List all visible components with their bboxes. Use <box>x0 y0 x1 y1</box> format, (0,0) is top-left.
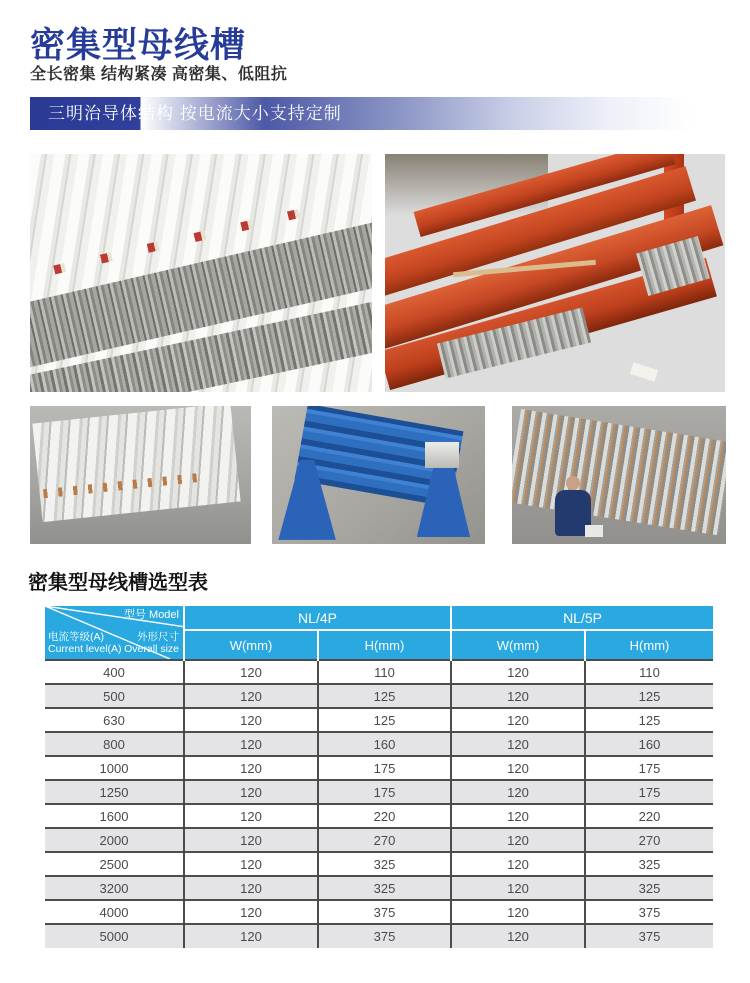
table-cell: 125 <box>318 708 451 732</box>
silver-connector-plate <box>293 436 327 462</box>
column-group-nl4p: NL/4P <box>184 606 451 630</box>
table-cell: 375 <box>318 924 451 948</box>
table-row <box>45 732 713 756</box>
table-row <box>45 708 713 732</box>
table-cell: 120 <box>451 780 585 804</box>
table-row <box>45 900 713 924</box>
section-title: 密集型母线槽选型表 <box>28 572 208 594</box>
table-cell: 120 <box>184 828 318 852</box>
corner-label-current-en: Current level(A) <box>48 643 122 656</box>
table-cell: 800 <box>45 732 184 756</box>
table-cell: 120 <box>184 732 318 756</box>
table-cell: 270 <box>318 828 451 852</box>
table-cell: 120 <box>451 804 585 828</box>
table-cell: 120 <box>451 924 585 948</box>
table-cell: 120 <box>451 732 585 756</box>
spec-table <box>45 606 713 948</box>
table-cell: 120 <box>451 828 585 852</box>
table-cell: 160 <box>318 732 451 756</box>
table-cell: 175 <box>318 780 451 804</box>
table-cell: 120 <box>451 756 585 780</box>
table-cell: 1000 <box>45 756 184 780</box>
table-row <box>45 876 713 900</box>
table-cell: 270 <box>585 828 713 852</box>
corner-label-size <box>124 631 179 656</box>
table-cell: 110 <box>585 660 713 684</box>
page-title: 密集型母线槽 <box>30 26 247 65</box>
table-cell: 120 <box>184 780 318 804</box>
table-cell: 1250 <box>45 780 184 804</box>
table-cell: 175 <box>585 780 713 804</box>
table-row <box>45 660 713 684</box>
table-cell: 160 <box>585 732 713 756</box>
table-cell: 325 <box>318 876 451 900</box>
worker-head <box>566 476 580 490</box>
corner-label-model: 型号 Model <box>123 609 179 621</box>
table-cell: 5000 <box>45 924 184 948</box>
table-cell: 120 <box>184 900 318 924</box>
table-cell: 120 <box>451 708 585 732</box>
table-cell: 375 <box>318 900 451 924</box>
table-cell: 120 <box>184 660 318 684</box>
table-cell: 325 <box>585 852 713 876</box>
table-cell: 220 <box>585 804 713 828</box>
table-cell: 3200 <box>45 876 184 900</box>
table-cell: 325 <box>585 876 713 900</box>
table-cell: 120 <box>451 684 585 708</box>
table-cell: 110 <box>318 660 451 684</box>
table-cell: 120 <box>184 876 318 900</box>
table-cell: 125 <box>318 684 451 708</box>
feature-banner <box>30 97 720 130</box>
table-row <box>45 756 713 780</box>
busbar-array <box>512 409 726 535</box>
table-cell: 175 <box>585 756 713 780</box>
table-cell: 220 <box>318 804 451 828</box>
table-cell: 500 <box>45 684 184 708</box>
table-cell: 4000 <box>45 900 184 924</box>
table-row <box>45 924 713 948</box>
corner-label-size-en: Overall size <box>124 643 179 656</box>
table-cell: 120 <box>451 852 585 876</box>
column-header-w2: W(mm) <box>451 630 585 660</box>
table-row <box>45 804 713 828</box>
table-cell: 120 <box>184 756 318 780</box>
column-group-nl5p: NL/5P <box>451 606 713 630</box>
photo-blue-busbar-assembly <box>272 406 485 544</box>
photo-orange-busbar-stack <box>385 154 725 392</box>
table-cell: 375 <box>585 900 713 924</box>
spec-table-body <box>45 660 713 948</box>
table-cell: 120 <box>184 684 318 708</box>
silver-connector-plate <box>425 442 459 468</box>
table-cell: 325 <box>318 852 451 876</box>
corner-label-size-zh: 外形尺寸 <box>137 630 179 643</box>
table-cell: 375 <box>585 924 713 948</box>
table-row <box>45 780 713 804</box>
feature-banner-text: 三明治导体结构 按电流大小支持定制 <box>48 104 342 123</box>
table-cell: 1600 <box>45 804 184 828</box>
table-cell: 630 <box>45 708 184 732</box>
photo-busbar-elbow-stack <box>30 406 251 544</box>
photo-aluminum-busbar-stack <box>30 154 372 392</box>
table-cell: 120 <box>451 876 585 900</box>
paper-scrap <box>630 362 658 381</box>
table-cell: 120 <box>184 804 318 828</box>
table-cell: 120 <box>184 852 318 876</box>
photo-busbar-rows-worker <box>512 406 726 544</box>
table-row <box>45 852 713 876</box>
column-header-h2: H(mm) <box>585 630 713 660</box>
page-subtitle: 全长密集 结构紧凑 高密集、低阻抗 <box>30 66 288 83</box>
table-cell: 125 <box>585 708 713 732</box>
table-cell: 400 <box>45 660 184 684</box>
table-cell: 120 <box>451 660 585 684</box>
table-cell: 175 <box>318 756 451 780</box>
spec-table-header <box>45 606 713 660</box>
table-cell: 2500 <box>45 852 184 876</box>
table-row <box>45 828 713 852</box>
corner-label-current-zh: 电流等级(A) <box>48 630 104 643</box>
table-cell: 2000 <box>45 828 184 852</box>
diagonal-header-cell <box>45 606 184 660</box>
work-tool <box>585 525 603 537</box>
table-cell: 125 <box>585 684 713 708</box>
table-cell: 120 <box>184 708 318 732</box>
silver-profile-stack <box>32 406 240 522</box>
column-header-h1: H(mm) <box>318 630 451 660</box>
corner-label-current <box>48 631 122 656</box>
table-cell: 120 <box>184 924 318 948</box>
column-header-w1: W(mm) <box>184 630 318 660</box>
table-cell: 120 <box>451 900 585 924</box>
table-row <box>45 684 713 708</box>
